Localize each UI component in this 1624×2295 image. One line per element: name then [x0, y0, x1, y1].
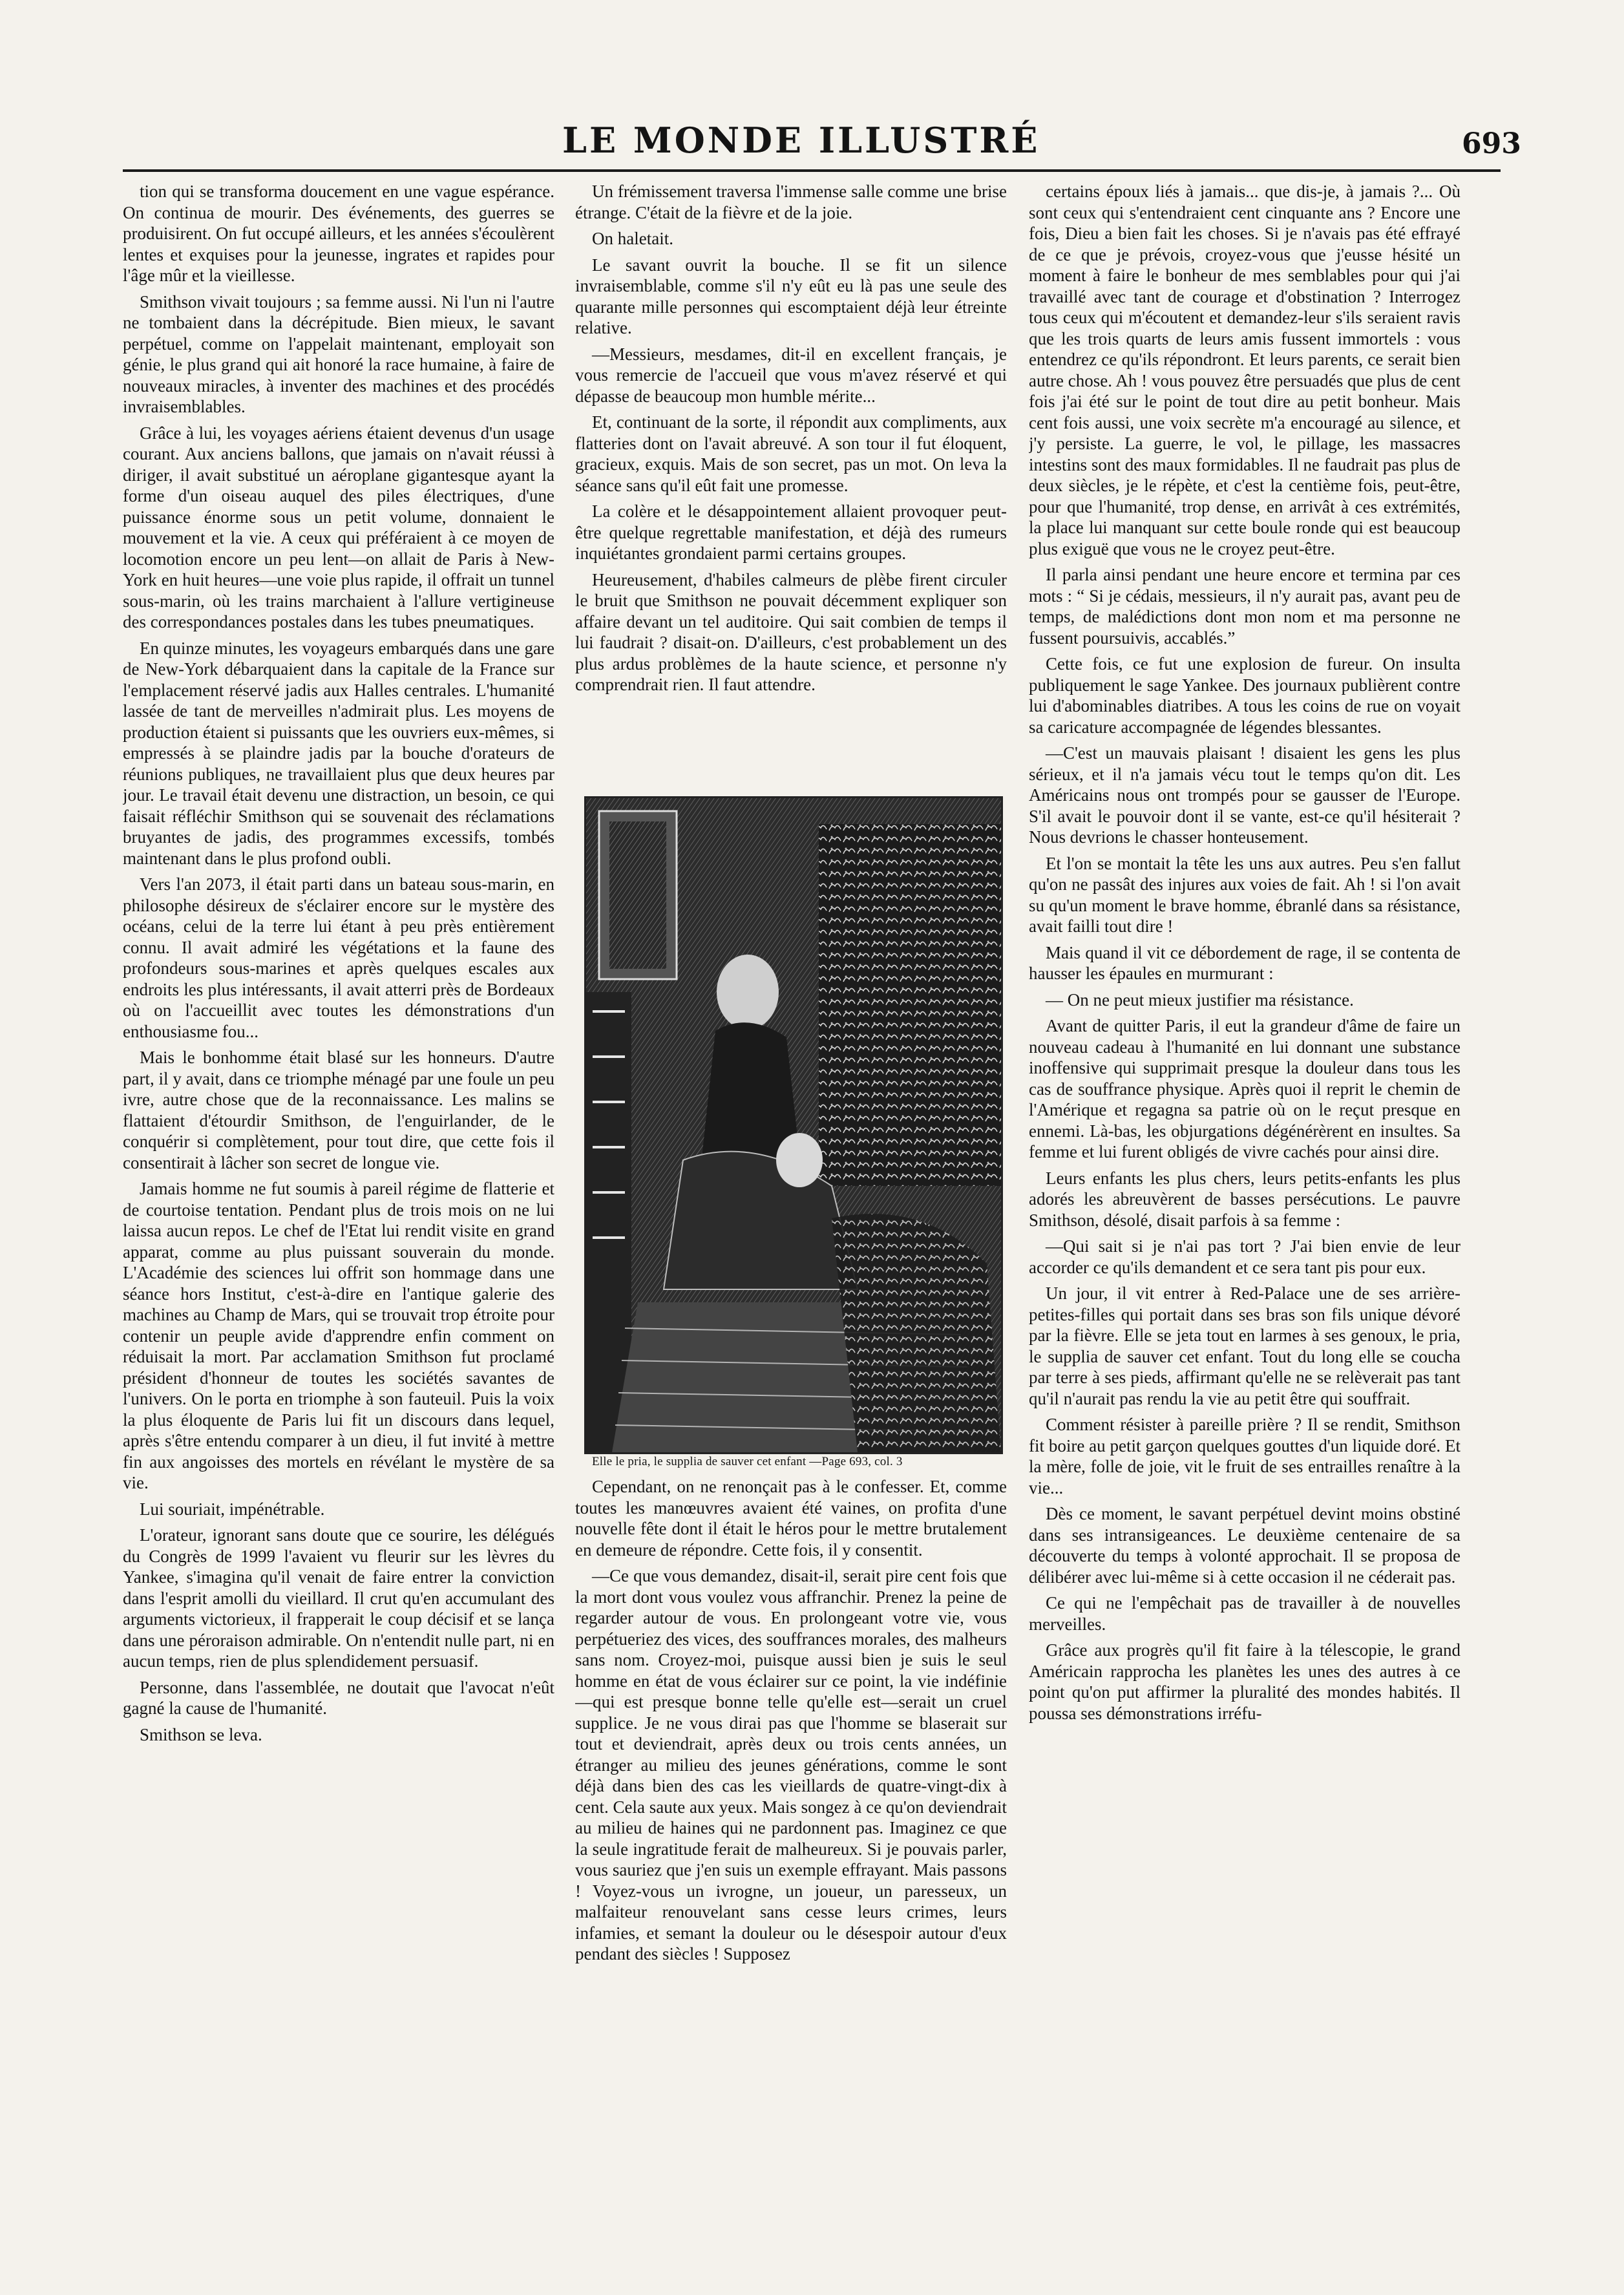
figure-caption: Elle le pria, le supplia de sauver cet enfant —Page 693, col. 3	[592, 1455, 903, 1468]
column-3	[1029, 181, 1461, 2146]
paragraph: Cette fois, ce fut une explosion de fureur. On insulta publiquement le sage Yankee. Des journaux publièrent contre lui d'abominables diatribes. A tous les coins de rue on voyait sa caricature accompagnée de légendes blessantes.	[1029, 654, 1461, 737]
paragraph: Mais le bonhomme était blasé sur les honneurs. D'autre part, il y avait, dans ce triomphe ménagé par une foule un peu ivre, autre chose que de la reconnaissance. Les malins se flattaient d'étourdir Smithson, de l'enguirlander, de le conquérir si complètement, pour tout dire, que cette fois il consentirait à lâcher son secret de longue vie.	[123, 1048, 554, 1172]
header-rule	[123, 169, 1501, 172]
paragraph: tion qui se transforma doucement en une vague espérance. On continua de mourir. Des événements, des guerres se produisirent. On fut occupé ailleurs, et les années s'écoulèrent lentes et exquises pour la jeunesse, ingrates et rapides pour l'âge mûr et la vieillesse.	[123, 182, 554, 285]
paragraph: Lui souriait, impénétrable.	[140, 1499, 325, 1519]
paragraph: Un jour, il vit entrer à Red-Palace une de ses arrière-petites-filles qui portait dans ses bras son fils unique dévoré par la fièvre. Elle se jeta tout en larmes à ses genoux, le pria, le supplia de sauver cet enfant. Tout du long elle se coucha par terre à ses pieds, affirmant qu'elle ne se relèverait pas tant qu'il n'aurait pas rendu la vie au petit être qui souffrait.	[1029, 1284, 1461, 1408]
column-2-top-text	[575, 181, 1007, 782]
paragraph: Vers l'an 2073, il était parti dans un bateau sous-marin, en philosophe désireux de s'éclairer encore sur le mystère des océans, celui de la terre lui étant à peu près entièrement connu. Il avait admiré les végétations et la faune des profondeurs sous-marines et après quelques escales aux endroits les plus intéressants, il avait atterri près de Bordeaux où on l'accueillit avec toutes les démonstrations d'un enthousiasme fou...	[123, 874, 554, 1041]
column-1	[123, 181, 554, 2146]
paragraph: Grâce aux progrès qu'il fit faire à la télescopie, le grand Américain rapprocha les planètes les unes des autres à ce point qu'on put affirmer la pluralité des mondes habités. Il poussa ses démonstrations irréfu-	[1029, 1640, 1461, 1723]
engraving-illustration	[584, 796, 1003, 1454]
paragraph: Comment résister à pareille prière ? Il se rendit, Smithson fit boire au petit garçon quelques gouttes d'un liquide doré. Et la mère, folle de joie, vit le fruit de ses entrailles renaître à la vie...	[1029, 1415, 1461, 1497]
paragraph: Heureusement, d'habiles calmeurs de plèbe firent circuler le bruit que Smithson ne pouvait décemment expliquer son affaire devant un tel auditoire. Qui sait combien de temps il lui faudrait ? disait-on. D'ailleurs, c'est probablement un des plus ardus problèmes de la haute science, et personne n'y comprendrait rien. Il faut attendre.	[575, 569, 1007, 694]
paragraph: Cependant, on ne renonçait pas à le confesser. Et, comme toutes les manœuvres avaient été vaines, on profita d'une nouvelle fête dont il était le héros pour le mettre brutalement en demeure de répondre. Cette fois, il y consentit.	[575, 1477, 1007, 1560]
paragraph: Ce qui ne l'empêchait pas de travailler à de nouvelles merveilles.	[1029, 1593, 1461, 1634]
column-2-bottom-text	[575, 1476, 1007, 2126]
paragraph: Grâce à lui, les voyages aériens étaient devenus d'un usage courant. Aux anciens ballons, que jamais on n'avait réussi à diriger, il avait substitué un aéroplane gigantesque ayant la forme d'un oiseau auquel des piles électriques, d'une puissance énorme sous un petit volume, donnaient le mouvement et la vie. A ceux qui préféraient à ce moyen de locomotion encore un peu lent—on allait de Paris à New-York en huit heures—une voie plus rapide, il offrait un tunnel sous-marin, où les trains marchaient à l'allure vertigineuse des correspondances postales dans les tubes pneumatiques.	[123, 423, 554, 631]
paragraph: Smithson se leva.	[140, 1724, 262, 1744]
paragraph: —Messieurs, mesdames, dit-il en excellent français, je vous remercie de l'accueil que vous m'avez réservé et qui dépasse de beaucoup mon humble mérite...	[575, 344, 1007, 406]
engraving-image	[586, 798, 1001, 1452]
paragraph: —Ce que vous demandez, disait-il, serait pire cent fois que la mort dont vous voulez vous affranchir. Prenez la peine de regarder autour de vous. En prolongeant votre vie, vous perpétueriez des vices, des souffrances morales, des malheurs sans nom. Croyez-moi, puisque aussi bien je suis le seul homme en état de vous éclairer sur ce point, la vie indéfinie—qui est presque bonne telle qu'elle est—serait un cruel supplice. Je ne vous dirai pas que l'homme se blaserait sur tout et deviendrait, après deux ou trois cents années, un étranger au milieu des jeunes générations, comme le sont déjà dans bien des cas les vieillards de quatre-vingt-dix à cent. Cela saute aux yeux. Mais songez à ce qu'on deviendrait au milieu de haines qui ne pardonnent pas. Imaginez ce que la seule ingratitude ferait de malheureux. Si je pouvais parler, vous sauriez que j'en suis un exemple effrayant. Mais passons ! Voyez-vous un ivrogne, un joueur, un paresseux, un malfaiteur renouvelant sans cesse leurs crimes, leurs infamies, et semant la douleur ou le désespoir autour d'eux pendant des siècles ! Supposez	[575, 1566, 1007, 1963]
paragraph: —C'est un mauvais plaisant ! disaient les gens les plus sérieux, et il n'a jamais vécu tout le temps qu'on dit. Les Américains nous ont trompés pour se gausser de l'Europe. S'il avait le pouvoir dont il se vante, est-ce qu'il hésiterait ? Nous devrions le chasser honteusement.	[1029, 743, 1461, 847]
paragraph: En quinze minutes, les voyageurs embarqués dans une gare de New-York débarquaient dans la capitale de la France sur l'emplacement réservé jadis aux Halles centrales. L'humanité lassée de tant de merveilles n'admirait plus. Les moyens de production étaient si puissants que les ouvriers eux-mêmes, si empressés à se plaindre jadis par la bouche d'orateurs de réunions publiques, ne travaillaient plus que deux heures par jour. Le travail était devenu une distraction, un besoin, ce qui faisait réfléchir Smithson qui se souvenait des réclamations bruyantes de jadis, des programmes excessifs, tombés maintenant dans le plus profond oubli.	[123, 638, 554, 868]
page-number: 693	[1462, 127, 1521, 160]
paragraph: Un frémissement traversa l'immense salle comme une brise étrange. C'était de la fièvre et de la joie.	[575, 182, 1007, 222]
paragraph: La colère et le désappointement allaient provoquer peut-être quelque regrettable manifestation, et déjà des rumeurs inquiétantes grondaient parmi certains groupes.	[575, 502, 1007, 563]
paragraph: Jamais homme ne fut soumis à pareil régime de flatterie et de courtoise tentation. Pendant plus de trois mois on ne lui laissa aucun repos. Le chef de l'Etat lui rendit visite en grand apparat, comme au plus puissant souverain du monde. L'Académie des sciences lui offrit son hommage dans une séance hors Institut, c'est-à-dire en l'antique galerie des machines au Champ de Mars, qui se trouvait trop étroite pour contenir un peuple avide d'apprendre enfin comment on réduisait la mort. Par acclamation Smithson fut proclamé président d'honneur de toutes les sociétés savantes de l'univers. On le porta en triomphe à son fauteuil. Puis la voix la plus éloquente de Paris lui fit un discours dans lequel, après s'être entendu comparer à un dieu, il fut invité à mettre fin aux angoisses des mortels en révélant le mystère de sa vie.	[123, 1179, 554, 1492]
paragraph: Avant de quitter Paris, il eut la grandeur d'âme de faire un nouveau cadeau à l'humanité en lui donnant une substance inoffensive qui supprimait presque la douleur dans tous les cas de souffrance physique. Après quoi il reprit le chemin de l'Amérique et regagna sa patrie où on le reçut presque en ennemi. Là-bas, les objurgations dégénérèrent en insultes. Sa femme et lui furent obligés de vivre cachés pour ainsi dire.	[1029, 1016, 1461, 1161]
paragraph: Il parla ainsi pendant une heure encore et termina par ces mots : “ Si je cédais, messieurs, il n'y aurait pas, avant peu de temps, de malédictions dont mon nom et ma personne ne fussent poursuivis, accablés.”	[1029, 565, 1461, 648]
paragraph: certains époux liés à jamais... que dis-je, à jamais ?... Où sont ceux qui s'entendraient cent cinquante ans ? Encore une fois, Dieu a bien fait les choses. Si je n'avais pas été effrayé de ce que je prévois, croyez-vous que j'eusse hésité un moment à faire le bonheur de mes semblables pour qui j'ai travaillé avec tant de courage et d'obstination ? Interrogez tous ceux qui m'écoutent et demandez-leur s'ils seraient ravis que les trois quarts de leurs amis fussent immortels : vous entendrez ce qu'ils répondront. Et leurs parents, ce serait bien autre chose. Ah ! vous pouvez être persuadés que plus de cent fois j'ai été sur le point de tout dire au petit bonheur. Mais cent fois aussi, une voix secrète m'a encouragé au silence, et j'y persiste. La guerre, le vol, le pillage, les massacres intestins sont des maux formidables. Il ne faudrait pas plus de deux siècles, je le répète, et c'est la centième fois, peut-être, pour que l'humanité, trop dense, en arrivât à ces extrémités, la place lui manquant sur cette boule ronde qui est beaucoup plus exiguë que vous ne le croyez peut-être.	[1029, 182, 1461, 558]
masthead-title: LE MONDE ILLUSTRÉ	[562, 120, 1040, 161]
paragraph: Et l'on se montait la tête les uns aux autres. Peu s'en fallut qu'on ne passât des injures aux voies de fait. Ah ! si l'on avait su qu'un moment le brave homme, ébranlé dans sa résistance, avait failli tout dire !	[1029, 853, 1461, 936]
paragraph: Leurs enfants les plus chers, leurs petits-enfants les plus adorés les abreuvèrent de basses persécutions. Le pauvre Smithson, désolé, disait parfois à sa femme :	[1029, 1168, 1461, 1230]
paragraph: — On ne peut mieux justifier ma résistance.	[1046, 989, 1354, 1010]
paragraph: Mais quand il vit ce débordement de rage, il se contenta de hausser les épaules en murmurant :	[1029, 942, 1461, 983]
paragraph: Dès ce moment, le savant perpétuel devint moins obstiné dans ses intransigeances. Le deuxième centenaire de sa découverte du temps à volonté approchait. Il se proposa de délibérer avec lui-même si à cette occasion il ne céderait pas.	[1029, 1504, 1461, 1587]
paragraph: Le savant ouvrit la bouche. Il se fit un silence invraisemblable, comme s'il n'y eût eu là pas une seule des quarante mille personnes qui escomptaient déjà leur étreinte relative.	[575, 255, 1007, 337]
paragraph: Personne, dans l'assemblée, ne doutait que l'avocat n'eût gagné la cause de l'humanité.	[123, 1677, 554, 1718]
paragraph: Et, continuant de la sorte, il répondit aux compliments, aux flatteries dont on l'avait abreuvé. A son tour il fut éloquent, gracieux, exquis. Mais de son secret, pas un mot. On leva la séance sans qu'il eût fait une promesse.	[575, 412, 1007, 495]
paragraph: L'orateur, ignorant sans doute que ce sourire, les délégués du Congrès de 1999 l'avaient vu fleurir sur les lèvres du Yankee, s'imagina qu'il venait de faire entrer la conviction dans l'esprit amolli du vieillard. Il crut qu'en accumulant des arguments victorieux, il frapperait le coup décisif et se lança dans une péroraison admirable. On n'entendit nulle part, ni en aucun temps, rien de plus splendidement persuasif.	[123, 1525, 554, 1671]
column-2	[575, 181, 1007, 2126]
paragraph: —Qui sait si je n'ai pas tort ? J'ai bien envie de leur accorder ce qu'ils demandent et ce sera tant pis pour eux.	[1029, 1236, 1461, 1277]
paragraph: Smithson vivait toujours ; sa femme aussi. Ni l'un ni l'autre ne tombaient dans la décrépitude. Bien mieux, le savant perpétuel, comme on l'appelait maintenant, employait son génie, le plus grand qui ait honoré la race humaine, à faire de nouveaux miracles, à inventer des machines et des procédés invraisemblables.	[123, 291, 554, 416]
paragraph: On haletait.	[592, 229, 673, 248]
